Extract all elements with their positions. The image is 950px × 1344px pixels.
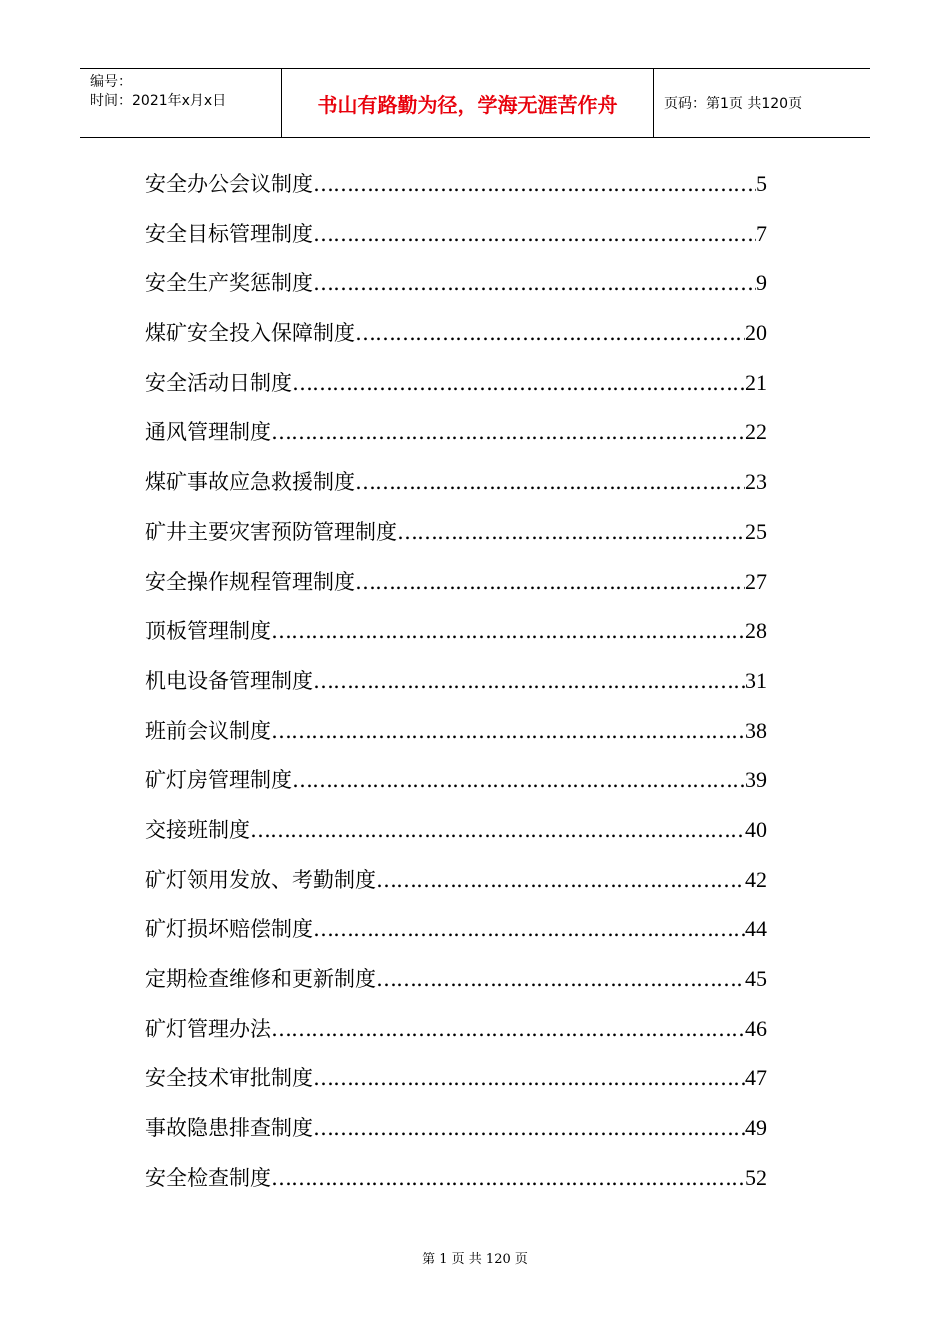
toc-entry-title: 顶板管理制度: [145, 619, 271, 644]
toc-entry[interactable]: [145, 613, 767, 663]
toc-entry[interactable]: [145, 265, 767, 315]
toc-entry-page: 31: [745, 667, 767, 693]
toc-entry[interactable]: [145, 166, 767, 216]
toc-entry-title: 安全目标管理制度: [145, 221, 313, 246]
toc-entry-title: 煤矿事故应急救援制度: [145, 470, 355, 495]
toc-entry-page: 47: [745, 1065, 767, 1091]
toc-leader-dots: [313, 166, 756, 202]
toc-entry-title: 安全活动日制度: [145, 370, 292, 395]
toc-entry-title: 矿灯损坏赔偿制度: [145, 917, 313, 942]
toc-entry[interactable]: [145, 961, 767, 1011]
toc-leader-dots: [397, 514, 745, 550]
toc-entry-page: 22: [745, 419, 767, 445]
toc-entry-title: 通风管理制度: [145, 420, 271, 445]
toc-entry[interactable]: [145, 514, 767, 564]
toc-entry-page: 39: [745, 767, 767, 793]
toc-entry-page: 38: [745, 717, 767, 743]
toc-leader-dots: [313, 663, 745, 699]
toc-entry-page: 23: [745, 469, 767, 495]
toc-entry-title: 机电设备管理制度: [145, 668, 313, 693]
toc-entry-page: 45: [745, 966, 767, 991]
toc-entry-page: 7: [756, 220, 767, 246]
toc-entry-title: 安全办公会议制度: [145, 172, 313, 196]
toc-entry-page: 52: [745, 1164, 767, 1190]
toc-entry-page: 49: [745, 1115, 767, 1141]
toc-entry[interactable]: [145, 762, 767, 812]
toc-entry-page: 42: [745, 866, 767, 892]
toc-entry-page: 46: [745, 1015, 767, 1041]
toc-entry[interactable]: [145, 464, 767, 514]
toc-entry[interactable]: [145, 663, 767, 713]
toc-entry-title: 矿灯管理办法: [145, 1016, 271, 1041]
toc-entry-page: 28: [745, 618, 767, 644]
toc-leader-dots: [376, 961, 745, 997]
toc-entry[interactable]: [145, 1160, 767, 1210]
toc-entry-title: 定期检查维修和更新制度: [145, 967, 376, 991]
toc-entry[interactable]: [145, 713, 767, 763]
document-time-label: 时间：2021年x月x日: [90, 93, 227, 109]
toc-entry-page: 9: [756, 270, 767, 296]
toc-leader-dots: [271, 713, 745, 749]
toc-entry[interactable]: [145, 315, 767, 365]
toc-leader-dots: [313, 1060, 745, 1096]
toc-leader-dots: [355, 315, 745, 351]
toc-leader-dots: [355, 464, 745, 500]
toc-entry-title: 矿井主要灾害预防管理制度: [145, 519, 397, 544]
toc-entry-page: 21: [745, 369, 767, 395]
toc-entry[interactable]: [145, 1011, 767, 1061]
toc-entry-page: 44: [745, 916, 767, 942]
header-motto: 书山有路勤为径，学海无涯苦作舟: [282, 69, 654, 137]
toc-leader-dots: [271, 414, 745, 450]
toc-leader-dots: [271, 1011, 745, 1047]
table-of-contents: [145, 166, 767, 1209]
toc-leader-dots: [250, 812, 745, 848]
toc-entry-page: 25: [745, 518, 767, 544]
toc-entry[interactable]: [145, 1110, 767, 1160]
toc-leader-dots: [271, 613, 745, 649]
toc-leader-dots: [376, 862, 745, 898]
toc-entry-title: 矿灯房管理制度: [145, 768, 292, 793]
toc-entry-page: 27: [745, 568, 767, 594]
toc-entry[interactable]: [145, 1060, 767, 1110]
page-header: [80, 68, 870, 138]
toc-entry-title: 安全检查制度: [145, 1165, 271, 1190]
toc-entry[interactable]: [145, 812, 767, 862]
toc-leader-dots: [292, 365, 745, 401]
toc-entry-title: 事故隐患排查制度: [145, 1116, 313, 1141]
page-footer: 第 1 页 共 120 页: [422, 1252, 528, 1267]
toc-entry[interactable]: [145, 365, 767, 415]
toc-entry-page: 40: [745, 816, 767, 842]
toc-entry-title: 安全操作规程管理制度: [145, 569, 355, 594]
toc-entry[interactable]: [145, 216, 767, 266]
toc-entry-title: 矿灯领用发放、考勤制度: [145, 867, 376, 892]
toc-leader-dots: [313, 1110, 745, 1146]
toc-leader-dots: [313, 265, 756, 301]
toc-entry[interactable]: [145, 564, 767, 614]
header-meta: [80, 69, 282, 137]
header-page-info: 页码：第1页 共120页: [664, 96, 803, 112]
toc-leader-dots: [292, 762, 745, 798]
toc-entry-title: 交接班制度: [145, 817, 250, 842]
toc-entry-title: 安全生产奖惩制度: [145, 271, 313, 296]
toc-entry-title: 班前会议制度: [145, 718, 271, 743]
toc-entry[interactable]: [145, 414, 767, 464]
toc-leader-dots: [355, 564, 745, 600]
toc-entry[interactable]: [145, 862, 767, 912]
toc-entry-page: 20: [745, 320, 767, 346]
toc-leader-dots: [271, 1160, 745, 1196]
toc-entry-page: 5: [756, 171, 767, 196]
toc-leader-dots: [313, 216, 756, 252]
document-number-label: 编号：: [90, 74, 132, 90]
toc-leader-dots: [313, 911, 745, 947]
toc-entry[interactable]: [145, 911, 767, 961]
toc-entry-title: 煤矿安全投入保障制度: [145, 321, 355, 346]
toc-entry-title: 安全技术审批制度: [145, 1066, 313, 1091]
